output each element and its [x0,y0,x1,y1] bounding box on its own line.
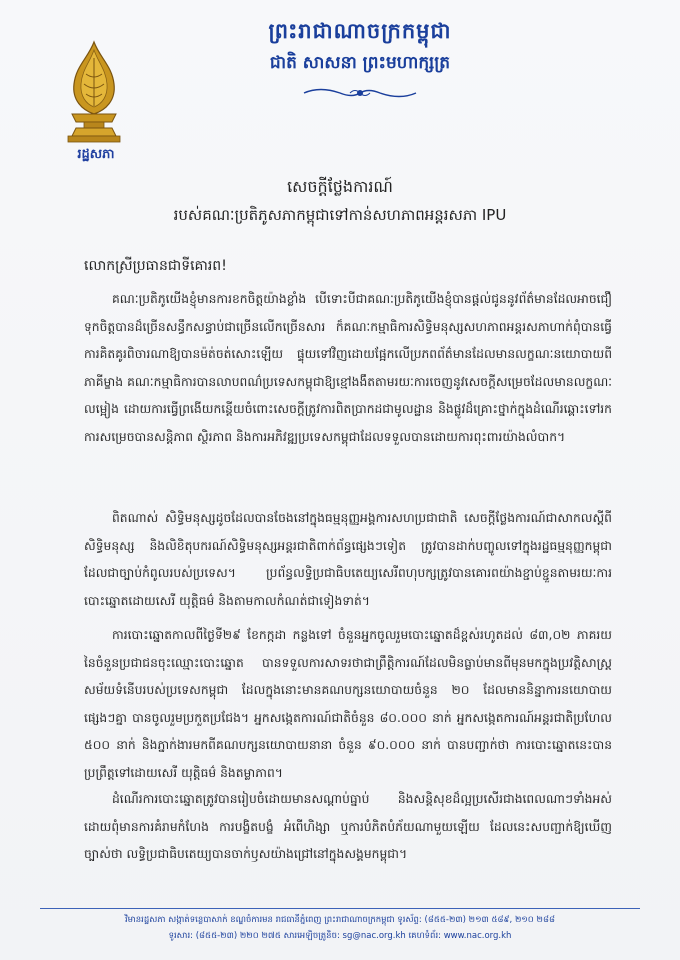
document-title: សេចក្តីថ្លែងការណ៍ [287,177,393,196]
institution-name: រដ្ឋសភា [77,147,115,162]
salutation: លោកស្រីប្រធានជាទីគោរព! [84,258,227,274]
national-motto: ជាតិ សាសនា ព្រះមហាក្សត្រ [269,53,451,73]
document-subtitle: របស់គណៈប្រតិភូសភាកម្ពុជាទៅកាន់សហភាពអន្តរសភា IPU [173,206,507,224]
footer-divider [40,908,640,909]
national-assembly-emblem-icon [62,40,126,160]
paragraph-1: គណៈប្រតិភូយើងខ្ញុំមានការខកចិត្តយ៉ាងខ្លាំង បើទោះបីជាគណៈប្រតិភូយើងខ្ញុំបានផ្តល់ជូននូវព័ត៌មានដែលអាចជឿទុកចិត្តបានដ៏ច្រើនសន្ធឹកសន្ធាប់ជាច្រើនលើកច្រើនសារ ក៏គណៈកម្មាធិការសិទ្ធិមនុស្សសហភាពអន្តរសភាហាក់ពុំបានធ្វើការគិតគូរពិចារណាឱ្យបានម៉ត់ចត់សោះឡើយ ផ្ទុយទៅវិញដោយផ្អែកលើប្រភពព័ត៌មានដែលមានលក្ខណៈនយោបាយពីភាគីម្ខាង គណៈកម្មាធិការបានលាបពណ៌ប្រទេសកម្ពុជាឱ្យខ្មៅងងឹតតាមរយៈការចេញនូវសេចក្តីសម្រេចដែលមានលក្ខណៈលម្អៀង ដោយការធ្វើព្រងើយកន្តើយចំពោះសេចក្តីត្រូវការពិតប្រាកដជាមូលដ្ឋាន និងផ្លូវដ៏គ្រោះថ្នាក់ក្នុងដំណើរឆ្ពោះទៅរកការសម្រេចបានសន្តិភាព ស្ថិរភាព និងការអភិវឌ្ឍប្រទេសកម្ពុជាដែលទទួលបានដោយការពុះពារយ៉ាងលំបាក។ [84,292,612,444]
ornament-divider-icon [300,84,420,102]
paragraph-3: ការបោះឆ្នោតកាលពីថ្ងៃទី២៩ ខែកក្កដា កន្លងទៅ ចំនួនអ្នកចូលរួមបោះឆ្នោតដ៏ខ្ពស់រហូតដល់ ៨៣,០២ ភាគរយ នៃចំនួនប្រជាជនចុះឈ្មោះបោះឆ្នោត បានទទួលការសាទរថាជាព្រឹត្តិការណ៍ដែលមិនធ្លាប់មានពីមុនមកក្នុងប្រវត្តិសាស្ត្រសម័យទំនើបរបស់ប្រទេសកម្ពុជា ដែលក្នុងនោះមានគណបក្សនយោបាយចំនួន ២០ ដែលមាននិន្នាការនយោបាយផ្សេងៗគ្នា បានចូលរួមប្រកួតប្រជែង។ អ្នកសង្កេតការណ៍ជាតិចំនួន ៨០.០០០ នាក់ អ្នកសង្កេតការណ៍អន្តរជាតិប្រហែល ៥០០ នាក់ និងភ្នាក់ងារមកពីគណបក្សនយោបាយនានា ចំនួន ៩០.០០០ នាក់ បានបញ្ជាក់ថា ការបោះឆ្នោតនេះបានប្រព្រឹត្តទៅដោយសេរី យុត្តិធម៌ និងតម្លាភាព។ [84,628,612,780]
footer-contact: ទូរសារ: (៨៥៥-២៣) ២២០ ២៧៥ សារអេឡិចត្រូនិច: sg@nac.org.kh គេហទំព័រ: www.nac.org.kh [168,931,512,941]
footer-address: វិមានរដ្ឋសភា សង្កាត់ទន្លេបាសាក់ ខណ្ឌចំការមន រាជធានីភ្នំពេញ ព្រះរាជាណាចក្រកម្ពុជា ទូរស័ព្ទ: (៨៥៥-២៣) ២១៣ ៥៨៩, ២១០ ២៨៨ [124,915,555,925]
paragraph-4: ដំណើរការបោះឆ្នោតត្រូវបានរៀបចំដោយមានសណ្តាប់ធ្នាប់ និងសន្តិសុខដ៏ល្អប្រសើរជាងពេលណាៗទាំងអស់ ដោយពុំមានការគំរាមកំហែង ការបង្ខិតបង្ខំ អំពើហិង្សា ឬការបំភិតបំភ័យណាមួយឡើយ ដែលនេះសបញ្ជាក់ឱ្យឃើញច្បាស់ថា លទ្ធិប្រជាធិបតេយ្យបានចាក់ឫសយ៉ាងជ្រៅនៅក្នុងសង្គមកម្ពុជា។ [84,792,612,861]
paragraph-2: ពិតណាស់ សិទ្ធិមនុស្សដូចដែលបានចែងនៅក្នុងធម្មនុញ្ញអង្គការសហប្រជាជាតិ សេចក្តីថ្លែងការណ៍ជាសាកលស្តីពីសិទ្ធិមនុស្ស និងលិខិតុបករណ៍សិទ្ធិមនុស្សអន្តរជាតិពាក់ព័ន្ធផ្សេងៗទៀត ត្រូវបានដាក់បញ្ចូលទៅក្នុងរដ្ឋធម្មនុញ្ញកម្ពុជាដែលជាច្បាប់កំពូលរបស់ប្រទេស។ ប្រព័ន្ធលទ្ធិប្រជាធិបតេយ្យសេរីពហុបក្សត្រូវបានគោរពយ៉ាងខ្ជាប់ខ្ជួនតាមរយៈការបោះឆ្នោតដោយសេរី យុត្តិធម៌ និងតាមកាលកំណត់ជាទៀងទាត់។ [84,511,612,608]
kingdom-heading: ព្រះរាជាណាចក្រកម្ពុជា [268,19,452,43]
